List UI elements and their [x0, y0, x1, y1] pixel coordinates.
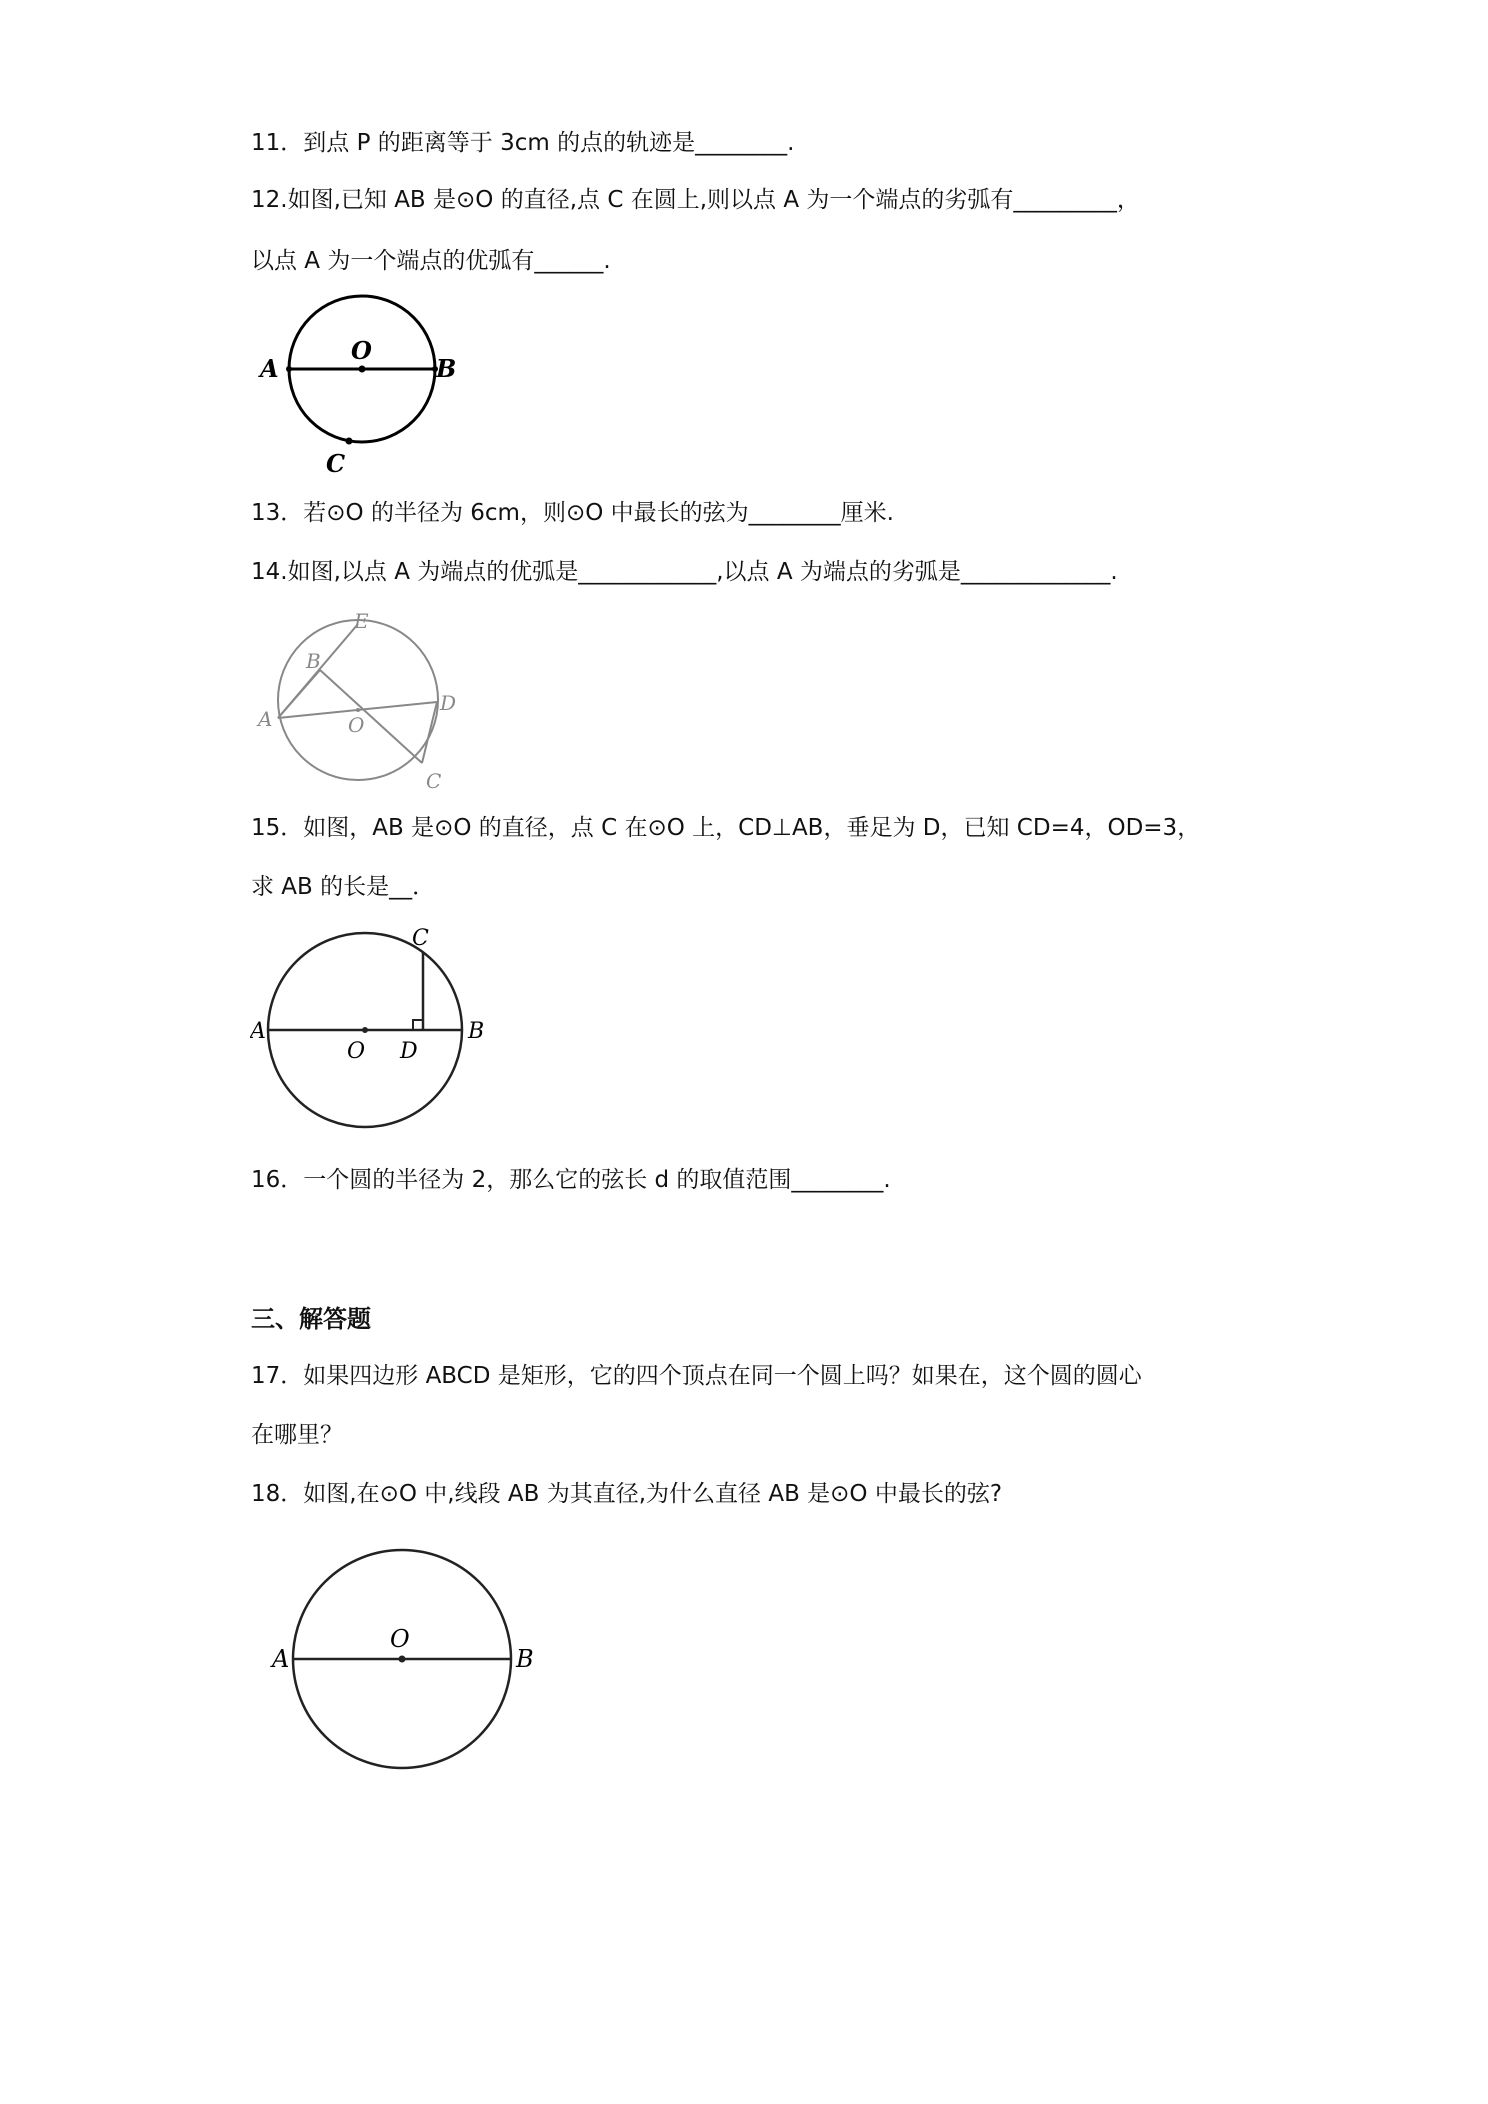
label-e: E	[354, 609, 369, 633]
figure-q15-circle	[250, 915, 500, 1130]
chord-dc	[422, 702, 437, 763]
label-a: A	[272, 1645, 290, 1673]
segment-ab	[278, 670, 320, 718]
label-d: D	[400, 1039, 418, 1064]
question-12-line-2: 以点 A 为一个端点的优弧有______.	[251, 248, 611, 274]
label-a: A	[250, 1019, 266, 1044]
question-11: 11．到点 P 的距离等于 3cm 的点的轨迹是________.	[251, 130, 795, 156]
label-a: A	[260, 354, 279, 383]
point-a	[286, 366, 292, 372]
label-b: B	[436, 354, 457, 383]
section-heading: 三、解答题	[251, 1305, 371, 1333]
figure-q12-circle	[250, 290, 480, 480]
point-c	[346, 438, 353, 445]
question-17-line-1: 17．如果四边形 ABCD 是矩形，它的四个顶点在同一个圆上吗？如果在，这个圆的圆心	[251, 1363, 1142, 1389]
center-o	[359, 366, 366, 373]
label-b: B	[468, 1019, 485, 1044]
question-16: 16．一个圆的半径为 2，那么它的弦长 d 的取值范围________.	[251, 1167, 891, 1193]
label-b: B	[516, 1645, 534, 1673]
label-a: A	[258, 707, 273, 731]
label-o: O	[351, 336, 372, 365]
figure-q14-circle	[250, 606, 480, 796]
label-o: O	[347, 1039, 366, 1064]
question-18: 18．如图,在⊙O 中,线段 AB 为其直径,为什么直径 AB 是⊙O 中最长的弦?	[251, 1481, 1003, 1507]
label-o: O	[348, 713, 365, 737]
question-17-line-2: 在哪里？	[251, 1422, 343, 1448]
center-o	[362, 1027, 368, 1033]
segment-bc	[320, 670, 422, 763]
question-13: 13．若⊙O 的半径为 6cm，则⊙O 中最长的弦为________厘米.	[251, 500, 894, 526]
question-15-line-1: 15．如图，AB 是⊙O 的直径，点 C 在⊙O 上，CD⊥AB，垂足为 D，已知 CD=4，OD=3，	[251, 815, 1201, 841]
right-angle-mark	[413, 1020, 423, 1030]
label-d: D	[440, 691, 457, 715]
center-o	[399, 1656, 406, 1663]
label-c: C	[326, 449, 346, 478]
label-b: B	[306, 649, 321, 673]
center-o	[356, 708, 360, 712]
question-14: 14.如图,以点 A 为端点的优弧是____________,以点 A 为端点的劣弧是_____________.	[251, 559, 1118, 585]
label-c: C	[426, 769, 442, 793]
figure-q18-circle	[260, 1525, 550, 1795]
question-15-line-2: 求 AB 的长是__．	[251, 874, 436, 900]
label-o: O	[390, 1625, 410, 1653]
label-c: C	[412, 926, 429, 951]
question-12-line-1: 12.如图,已知 AB 是⊙O 的直径,点 C 在圆上,则以点 A 为一个端点的劣弧有_________，	[251, 187, 1140, 213]
